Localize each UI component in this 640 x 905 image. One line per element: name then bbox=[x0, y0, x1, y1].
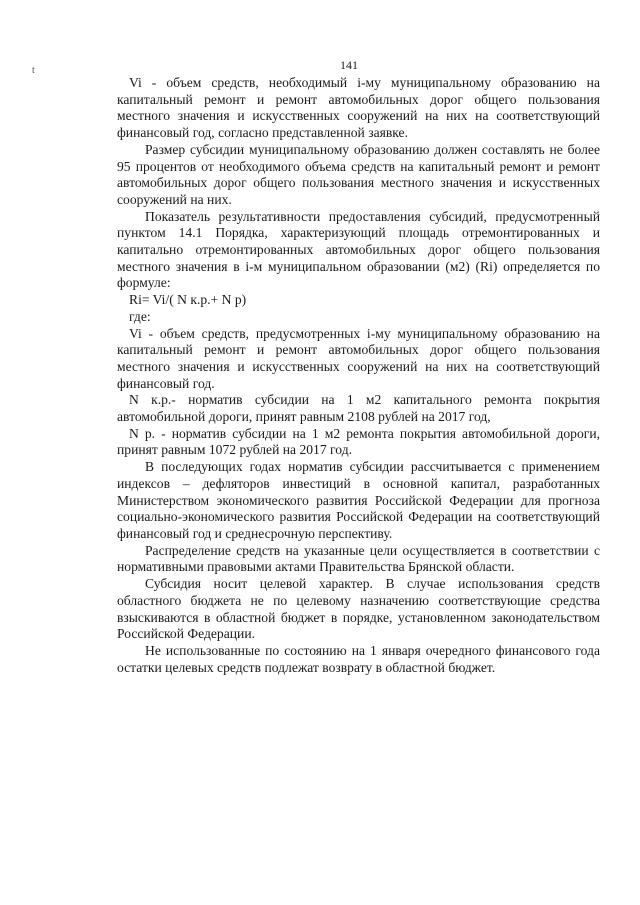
definition-vi: Vi - объем средств, предусмотренных i-му муниципальному образованию на капитальный ремонт и ремонт автомобильных дорог общего пользования местного значения и искусственных сооружений на них на соответствующий финансовый год. bbox=[117, 325, 600, 391]
paragraph-unused-funds: Не использованные по состоянию на 1 января очередного финансового года остатки целевых средств подлежат возврату в областной бюджет. bbox=[117, 642, 600, 675]
formula: Ri= Vi/( N к.р.+ N р) bbox=[129, 292, 247, 308]
paragraph-subsidy-size: Размер субсидии муниципальному образованию должен составлять не более 95 процентов от необходимого объема средств на капитальный ремонт и ремонт автомобильных дорог общего пользования местного значения и искусственных сооружений на них. bbox=[117, 141, 600, 207]
paragraph-distribution: Распределение средств на указанные цели осуществляется в соответствии с нормативными правовыми актами Правительства Брянской области. bbox=[117, 542, 600, 575]
definition-nr: N р. - норматив субсидии на 1 м2 ремонта покрытия автомобильной дороги, принят равным 1072 рублей на 2017 год. bbox=[117, 425, 600, 458]
page-number: 141 bbox=[340, 58, 358, 72]
document-body bbox=[117, 75, 600, 676]
definition-nkr: N к.р.- норматив субсидии на 1 м2 капитального ремонта покрытия автомобильной дороги, принят равным 2108 рублей на 2017 год, bbox=[117, 392, 600, 425]
margin-mark: t bbox=[32, 65, 35, 76]
paragraph-vi-definition-intro: Vi - объем средств, необходимый i-му муниципальному образованию на капитальный ремонт и ремонт автомобильных дорог общего пользования местного значения и искусственных сооружений на них на соответствующий финансовый год, согласно представленной заявке. bbox=[117, 75, 600, 141]
paragraph-target-purpose: Субсидия носит целевой характер. В случае использования средств областного бюджета не по целевому назначению соответствующие средства взыскиваются в областной бюджет в порядке, установленном законодательством Российской Федерации. bbox=[117, 576, 600, 642]
where-label: где: bbox=[129, 308, 151, 324]
paragraph-indexation: В последующих годах норматив субсидии рассчитывается с применением индексов – дефляторов инвестиций в основной капитал, разработанных Министерством экономического развития Российской Федерации для прогноза социально-экономического развития Российской Федерации на соответствующий финансовый год и среднесрочную перспективу. bbox=[117, 459, 600, 541]
paragraph-indicator: Показатель результативности предоставления субсидий, предусмотренный пунктом 14.1 Порядка, характеризующий площадь отремонтированных и капитально отремонтированных автомобильных дорог общего пользования местного значения в i-м муниципальном образовании (м2) (Ri) определяется по формуле: bbox=[117, 208, 600, 291]
